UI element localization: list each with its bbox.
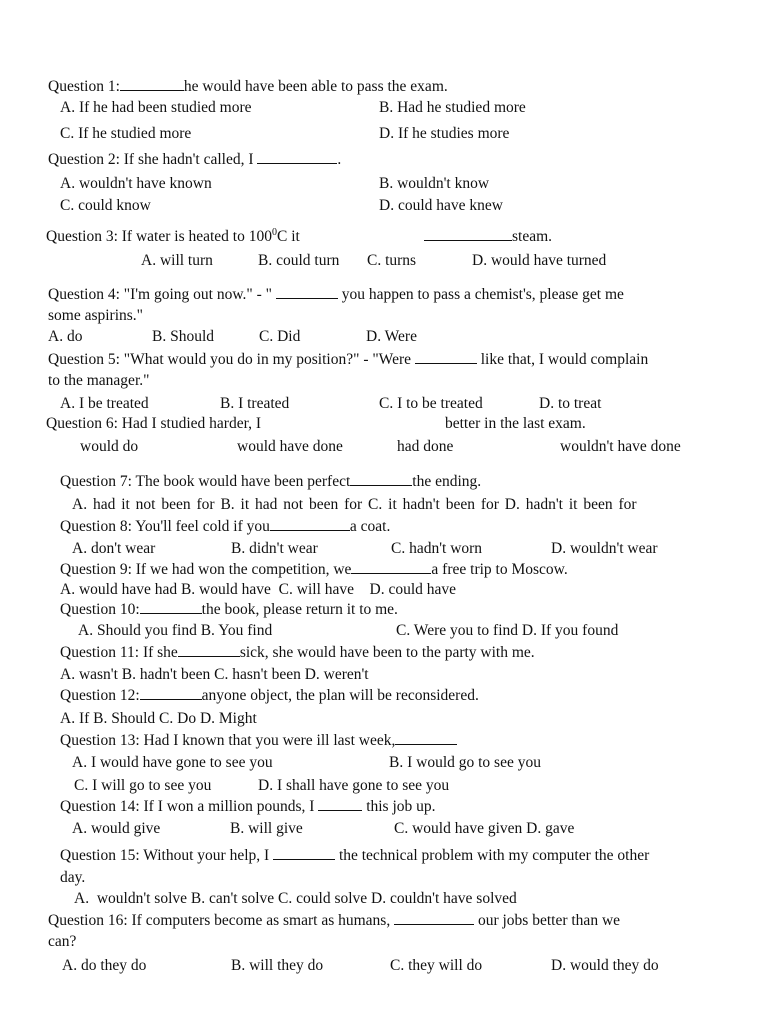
- q4-option-a: A. do: [48, 328, 83, 345]
- q3-option-a: A. will turn: [141, 252, 213, 269]
- q7-stem: [60, 472, 481, 492]
- q1-blank: [120, 79, 184, 91]
- q3-mid: C it: [276, 228, 300, 245]
- q6-end: better in the last exam.: [445, 415, 586, 432]
- q16-option-a: A. do they do: [62, 957, 147, 974]
- q2-option-d: D. could have knew: [379, 197, 503, 214]
- q2-option-b: B. wouldn't know: [379, 175, 490, 192]
- q15-label: Question 15: Without your help, I: [60, 847, 270, 864]
- q13-blank: [395, 733, 457, 745]
- q9-blank: [351, 562, 431, 574]
- q11-blank: [178, 645, 240, 657]
- q16-stem: [48, 911, 620, 931]
- q14-option-a: A. would give: [72, 820, 161, 837]
- q10-options-cd: C. Were you to find D. If you found: [396, 622, 619, 639]
- q15-stem: [60, 846, 649, 866]
- q16-option-c: C. they will do: [390, 957, 483, 974]
- q14-end: this job up.: [366, 798, 436, 815]
- q7-options: A. had it not been for B. it had not been for C. it hadn't been for D. hadn't it been for: [72, 496, 637, 513]
- q16-option-b: B. will they do: [231, 957, 324, 974]
- q5-option-b: B. I treated: [220, 395, 290, 412]
- q5-stem-line2: to the manager.": [48, 372, 150, 389]
- q13-option-d: D. I shall have gone to see you: [258, 777, 450, 794]
- q13-option-b: B. I would go to see you: [389, 754, 541, 771]
- q13-option-a: A. I would have gone to see you: [72, 754, 273, 771]
- q3-blank: [424, 229, 512, 241]
- q16-stem-line2: can?: [48, 933, 77, 950]
- q5-blank: [415, 352, 477, 364]
- q12-end: anyone object, the plan will be reconsidered.: [201, 687, 479, 704]
- q5-option-d: D. to treat: [539, 395, 602, 412]
- q2-end: .: [337, 151, 342, 168]
- q15-rest: the technical problem with my computer the other: [338, 847, 650, 864]
- q14-options-cd: C. would have given D. gave: [394, 820, 575, 837]
- q3-option-d: D. would have turned: [472, 252, 607, 269]
- q4-label: Question 4: "I'm going out now." - ": [48, 286, 272, 303]
- q11-stem: [60, 643, 535, 663]
- q1-option-d: D. If he studies more: [379, 125, 510, 142]
- q16-label: Question 16: If computers become as smart as humans,: [48, 912, 391, 929]
- q14-stem: [60, 797, 436, 817]
- q2-option-c: C. could know: [60, 197, 151, 214]
- q9-options: A. would have had B. would have C. will have D. could have: [60, 581, 457, 598]
- q10-stem: [60, 600, 398, 620]
- q1-label: Question 1:: [48, 78, 120, 95]
- q16-option-d: D. would they do: [551, 957, 659, 974]
- q3-option-c: C. turns: [367, 252, 417, 269]
- q12-stem: [60, 686, 479, 706]
- q7-blank: [350, 474, 412, 486]
- q1-option-b: B. Had he studied more: [379, 99, 526, 116]
- q6-option-d: wouldn't have done: [560, 438, 681, 455]
- q8-option-c: C. hadn't worn: [391, 540, 483, 557]
- q2-option-a: A. wouldn't have known: [60, 175, 212, 192]
- q9-label: Question 9: If we had won the competition, we: [60, 561, 352, 578]
- q6-option-b: would have done: [237, 438, 343, 455]
- q16-blank: [394, 913, 474, 925]
- q12-label: Question 12:: [60, 687, 140, 704]
- q9-stem: [60, 560, 568, 580]
- q15-stem-line2: day.: [60, 869, 86, 886]
- q11-end: sick, she would have been to the party with me.: [239, 644, 535, 661]
- q4-blank: [276, 287, 338, 299]
- q10-options-ab: A. Should you find B. You find: [78, 622, 273, 639]
- q8-label: Question 8: You'll feel cold if you: [60, 518, 270, 535]
- q5-rest: like that, I would complain: [480, 351, 649, 368]
- q8-option-d: D. wouldn't wear: [551, 540, 658, 557]
- q3-stem: [46, 227, 300, 247]
- q10-label: Question 10:: [60, 601, 140, 618]
- q7-label: Question 7: The book would have been perfect: [60, 473, 351, 490]
- q10-blank: [140, 602, 202, 614]
- q2-blank: [257, 152, 337, 164]
- q9-end: a free trip to Moscow.: [431, 561, 568, 578]
- q5-option-a: A. I be treated: [60, 395, 149, 412]
- q2-stem: [48, 150, 341, 170]
- q4-stem-line2: some aspirins.": [48, 307, 144, 324]
- q5-stem: [48, 350, 648, 370]
- q15-options: A. wouldn't solve B. can't solve C. could solve D. couldn't have solved: [74, 890, 517, 907]
- q14-option-b: B. will give: [230, 820, 303, 837]
- q10-end: the book, please return it to me.: [201, 601, 398, 618]
- q8-option-b: B. didn't wear: [231, 540, 318, 557]
- q5-option-c: C. I to be treated: [379, 395, 483, 412]
- q4-rest: you happen to pass a chemist's, please get me: [341, 286, 624, 303]
- q3-end: steam.: [512, 228, 553, 245]
- q3-label: Question 3: If water is heated to 100: [46, 228, 272, 245]
- q5-label: Question 5: "What would you do in my position?" - "Were: [48, 351, 411, 368]
- q13-option-c: C. I will go to see you: [74, 777, 212, 794]
- q4-stem: [48, 285, 624, 305]
- q3-option-b: B. could turn: [258, 252, 340, 269]
- q2-label: Question 2: If she hadn't called, I: [48, 151, 254, 168]
- q8-stem: [60, 517, 390, 537]
- q7-end: the ending.: [412, 473, 482, 490]
- q1-stem: [48, 77, 448, 97]
- q14-label: Question 14: If I won a million pounds, I: [60, 798, 315, 815]
- q4-option-d: D. Were: [366, 328, 417, 345]
- q3-superscript: 0: [271, 227, 277, 238]
- q16-rest: our jobs better than we: [477, 912, 621, 929]
- q13-stem: [60, 731, 457, 751]
- q4-option-c: C. Did: [259, 328, 301, 345]
- q13-label: Question 13: Had I known that you were ill last week,: [60, 732, 396, 749]
- q6-stem: Question 6: Had I studied harder, I: [46, 415, 262, 432]
- q4-option-b: B. Should: [152, 328, 215, 345]
- q14-blank: [318, 799, 362, 811]
- q15-blank: [273, 848, 335, 860]
- q1-rest: he would have been able to pass the exam.: [183, 78, 448, 95]
- q8-end: a coat.: [349, 518, 391, 535]
- q11-options: A. wasn't B. hadn't been C. hasn't been D. weren't: [60, 666, 369, 683]
- q12-options: A. If B. Should C. Do D. Might: [60, 710, 257, 727]
- q8-blank: [270, 519, 350, 531]
- q11-label: Question 11: If she: [60, 644, 178, 661]
- q3-tail: [424, 227, 552, 247]
- q1-option-a: A. If he had been studied more: [60, 99, 252, 116]
- q1-option-c: C. If he studied more: [60, 125, 192, 142]
- q12-blank: [140, 688, 202, 700]
- q6-option-c: had done: [397, 438, 454, 455]
- q6-option-a: would do: [80, 438, 139, 455]
- q8-option-a: A. don't wear: [72, 540, 156, 557]
